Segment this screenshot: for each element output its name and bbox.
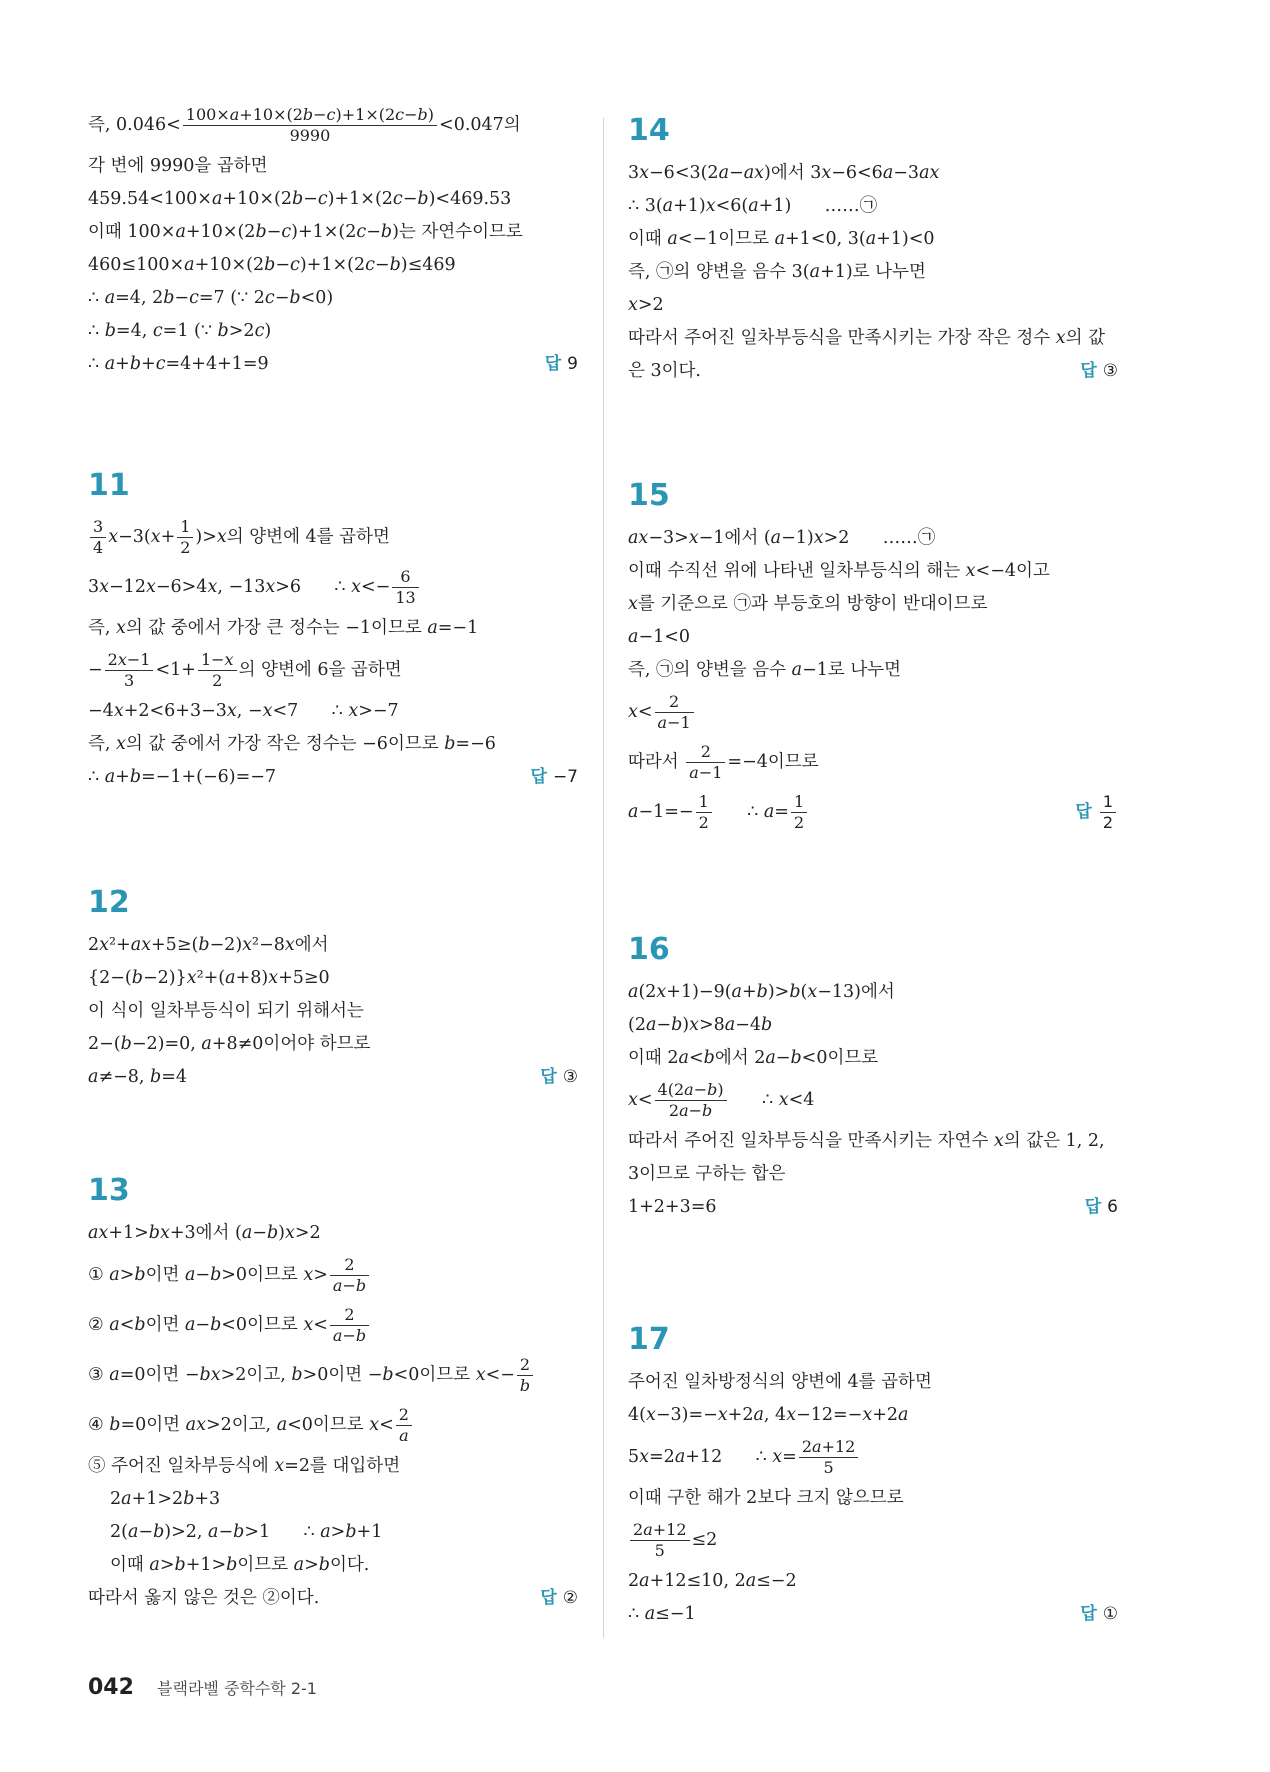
answer: 답 ③ (540, 1067, 578, 1087)
answer: 답 ② (540, 1588, 578, 1608)
solution-line: 즉, x의 값 중에서 가장 큰 정수는 −1이므로 a=−1 (88, 618, 479, 638)
fraction: $\frac{100\times a+10\times(2b-c)+1\times(2c-b)}{9990}$ (183, 105, 437, 146)
solution-line: 즉, ㉠의 양변을 음수 a−1로 나누면 (628, 660, 902, 680)
solution-line: 이때 2a<b에서 2a−b<0이므로 (628, 1048, 879, 1068)
problem-15 (628, 478, 1118, 837)
solution-line: a−1=− $\frac{1}{2}$ ∴ a= $\frac{1}{2}$ 답 $\frac{1}{2}$ (628, 787, 1118, 837)
solution-line: 즉, x의 값 중에서 가장 작은 정수는 −6이므로 b=−6 (88, 734, 496, 754)
solution-line: 은 3이다. 답 ③ (628, 355, 1118, 388)
problem-number: 16 (628, 932, 670, 967)
solution-line: ax+1>bx+3에서 (a−b)x>2 (88, 1223, 321, 1243)
solution-line: $\frac{2a+12}{5}$ ≤2 (628, 1515, 1118, 1565)
solution-line: a(2x+1)−9(a+b)>b(x−13)에서 (628, 982, 895, 1002)
solution-line: 즉, ㉠의 양변을 음수 3(a+1)로 나누면 (628, 262, 926, 282)
problem-10-continued (88, 100, 578, 381)
solution-line: ∴ a≤−1 답 ① (628, 1598, 1118, 1631)
solution-line: (2a−b)x>8a−4b (628, 1015, 773, 1035)
solution-line: 3x−6<3(2a−ax)에서 3x−6<6a−3ax (628, 163, 940, 183)
solution-line: 이때 수직선 위에 나타낸 일차부등식의 해는 x<−4이고 (628, 561, 1050, 581)
solution-line: 따라서 $\frac{2}{a-1}$ =−4이므로 (628, 742, 819, 782)
book-title: 블랙라벨 중학수학 2-1 (157, 1679, 317, 1698)
solution-line: − $\frac{2x-1}{3}$ <1+ $\frac{1-x}{2}$ 의 양변에 6을 곱하면 (88, 650, 402, 690)
solution-line: $\frac{3}{4}$ x−3(x+ $\frac{1}{2}$ )>x의 양변에 4를 곱하면 (88, 512, 578, 562)
solution-line: ∴ a=4, 2b−c=7 (∵ 2c−b<0) (88, 288, 334, 308)
solution-line: 각 변에 9990을 곱하면 (88, 156, 268, 176)
solution-line: ∴ 3(a+1)x<6(a+1) ……㉠ (628, 196, 878, 216)
answer: 답 ③ (1080, 361, 1118, 381)
solution-line: 2x²+ax+5≥(b−2)x²−8x에서 (88, 935, 329, 955)
solution-line: x>2 (628, 295, 664, 315)
solution-line: ∴ b=4, c=1 (∵ b>2c) (88, 321, 272, 341)
solution-line: 5x=2a+12 ∴ x= $\frac{2a+12}{5}$ (628, 1432, 1118, 1482)
solution-line: x를 기준으로 ㉠과 부등호의 방향이 반대이므로 (628, 594, 988, 614)
solution-line: 3x−12x−6>4x, −13x>6 ∴ x<− $\frac{6}{13}$ (88, 562, 578, 612)
solution-line: x< $\frac{4(2a-b)}{2a-b}$ ∴ x<4 (628, 1080, 815, 1120)
solution-line: 이때 100×a+10×(2b−c)+1×(2c−b)는 자연수이므로 (88, 222, 523, 242)
solution-line: 따라서 주어진 일차부등식을 만족시키는 자연수 x의 값은 1, 2, (628, 1131, 1105, 1151)
answer: 답 −7 (530, 767, 578, 787)
solution-line: ② a<b이면 a−b<0이므로 x< $\frac{2}{a-b}$ (88, 1300, 578, 1350)
solution-line: 주어진 일차방정식의 양변에 4를 곱하면 (628, 1372, 932, 1392)
solution-line: 460≤100×a+10×(2b−c)+1×(2c−b)≤469 (88, 255, 456, 275)
solution-line: ⑤ 주어진 일차부등식에 x=2를 대입하면 (88, 1456, 401, 1476)
solution-line: 따라서 주어진 일차부등식을 만족시키는 가장 작은 정수 x의 값 (628, 328, 1106, 348)
solution-line: 2a+12≤10, 2a≤−2 (628, 1571, 797, 1591)
problem-16 (628, 932, 1118, 1224)
problem-number: 12 (88, 885, 130, 920)
solution-line: ax−3>x−1에서 (a−1)x>2 ……㉠ (628, 528, 936, 548)
answer: 답 ① (1080, 1604, 1118, 1624)
problem-number: 11 (88, 468, 130, 503)
answer: 답 6 (1084, 1197, 1118, 1217)
solution-line: 이때 구한 해가 2보다 크지 않으므로 (628, 1488, 904, 1508)
solution-line: 2−(b−2)=0, a+8≠0이어야 하므로 (88, 1034, 371, 1054)
solution-line: 이때 a>b+1>b이므로 a>b이다. (110, 1555, 370, 1575)
page-footer (88, 1675, 317, 1700)
solution-line: x< $\frac{2}{a-1}$ (628, 687, 1118, 737)
solution-line: {2−(b−2)}x²+(a+8)x+5≥0 (88, 968, 330, 988)
solution-line: a−1<0 (628, 627, 691, 647)
solution-line: 이때 a<−1이므로 a+1<0, 3(a+1)<0 (628, 229, 935, 249)
solution-line: 즉, 0.046< $\frac{100\times a+10\times(2b-c)+1\times(2c-b)}{9990}$ <0.047의 (88, 105, 521, 145)
solution-line: 459.54<100×a+10×(2b−c)+1×(2c−b)<469.53 (88, 189, 512, 209)
problem-number: 15 (628, 478, 670, 513)
answer: 답 9 (544, 354, 578, 374)
answer: 답 $\frac{1}{2}$ (1075, 787, 1118, 837)
solution-line: ∴ a+b=−1+(−6)=−7 답 −7 (88, 761, 578, 794)
solution-line: ④ b=0이면 ax>2이고, a<0이므로 x< $\frac{2}{a}$ (88, 1400, 578, 1450)
problem-14 (628, 113, 1118, 388)
problem-13 (88, 1173, 578, 1615)
problem-number: 14 (628, 113, 670, 148)
problem-17 (628, 1322, 1118, 1631)
solution-line: ① a>b이면 a−b>0이므로 x> $\frac{2}{a-b}$ (88, 1250, 578, 1300)
solution-line: 2(a−b)>2, a−b>1 ∴ a>b+1 (110, 1522, 383, 1542)
solution-line: ③ a=0이면 −bx>2이고, b>0이면 −b<0이므로 x<− $\frac{2}{b}$ (88, 1350, 578, 1400)
column-divider (603, 118, 604, 1638)
solution-line: 2a+1>2b+3 (110, 1489, 221, 1509)
page-number: 042 (88, 1675, 134, 1700)
solution-line: 1+2+3=6 답 6 (628, 1191, 1118, 1224)
problem-number: 17 (628, 1322, 670, 1357)
problem-12 (88, 885, 578, 1094)
solution-line: 이 식이 일차부등식이 되기 위해서는 (88, 1001, 364, 1021)
solution-line: −4x+2<6+3−3x, −x<7 ∴ x>−7 (88, 701, 399, 721)
problem-number: 13 (88, 1173, 130, 1208)
solution-line: 3이므로 구하는 합은 (628, 1164, 786, 1184)
solution-line: ∴ a+b+c=4+4+1=9 답 9 (88, 348, 578, 381)
solution-line: 따라서 옳지 않은 것은 ②이다. 답 ② (88, 1582, 578, 1615)
solution-line: a≠−8, b=4 답 ③ (88, 1061, 578, 1094)
problem-11 (88, 468, 578, 794)
solution-line: 4(x−3)=−x+2a, 4x−12=−x+2a (628, 1405, 909, 1425)
